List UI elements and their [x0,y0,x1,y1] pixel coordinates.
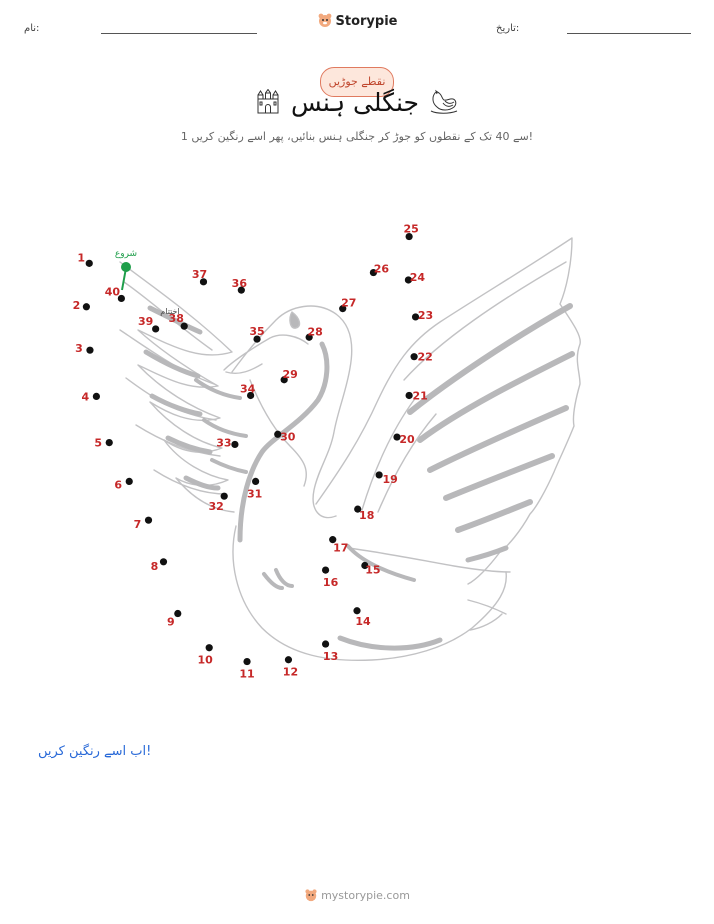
dot-label-26: 26 [373,262,390,276]
dot-label-18: 18 [359,509,375,523]
dot-13[interactable] [322,640,329,647]
dot-14[interactable] [353,607,360,614]
end-label: اختتام [160,307,180,316]
dot-11[interactable] [243,658,250,665]
dot-label-34: 34 [239,382,256,396]
dot-6[interactable] [126,478,133,485]
dot-label-40: 40 [104,285,121,299]
dot-label-33: 33 [216,436,232,450]
dot-label-15: 15 [365,563,381,577]
dot-label-32: 32 [208,500,224,514]
dot-5[interactable] [106,439,113,446]
dot-label-13: 13 [322,650,339,664]
dot-label-16: 16 [322,576,339,590]
dot-label-7: 7 [133,518,142,532]
dot-label-29: 29 [282,367,298,381]
dot-label-21: 21 [412,389,428,403]
name-label: نام: [24,23,40,34]
dot-label-14: 14 [355,614,371,628]
dot-label-30: 30 [280,430,296,444]
dot-label-19: 19 [382,472,398,486]
dot-label-38: 38 [168,312,184,326]
start-label: شروع [114,249,138,259]
dot-label-23: 23 [417,308,434,322]
dot-label-1: 1 [77,251,86,265]
dot-label-27: 27 [341,296,357,310]
dot-label-24: 24 [409,270,426,284]
dot-33[interactable] [231,441,238,448]
dot-label-12: 12 [282,665,299,679]
instructions: 1 سے 40 تک کے نقطوں کو جوڑ کر جنگلی ہنس بنائیں، پھر اسے رنگین کریں! [180,130,534,143]
dot-31[interactable] [252,478,259,485]
footer-logo-icon [304,888,318,902]
dot-16[interactable] [322,567,329,574]
footer-url: mystorypie.com [321,889,410,902]
dot-label-35: 35 [249,325,265,339]
activity-badge: نقطے جوڑیں [320,67,394,97]
dot-label-37: 37 [191,267,208,281]
dot-label-22: 22 [417,350,433,364]
dot-label-28: 28 [307,325,323,339]
color-prompt: اب اسے رنگین کریں! [38,744,152,759]
dot-label-36: 36 [231,277,247,291]
dot-label-2: 2 [72,298,81,312]
dot-2[interactable] [83,303,90,310]
dot-9[interactable] [174,610,181,617]
dot-label-3: 3 [75,342,83,356]
footer [0,888,714,902]
dots-layer [73,223,434,681]
dot-10[interactable] [206,644,213,651]
dot-8[interactable] [160,558,167,565]
dot-label-20: 20 [399,433,415,447]
dot-label-8: 8 [150,559,159,573]
dot-32[interactable] [221,493,228,500]
title-text: جنگلی ہنس [291,88,419,117]
dot-label-25: 25 [403,222,419,236]
date-label: تاریخ: [496,23,520,34]
dot-label-4: 4 [81,390,90,404]
dot-label-17: 17 [333,541,349,555]
dot-7[interactable] [145,517,152,524]
dot-label-6: 6 [114,478,123,492]
brand-name: Storypie [335,14,398,29]
dot-label-9: 9 [166,615,175,629]
dot-label-39: 39 [137,314,154,328]
dot-label-11: 11 [239,667,255,681]
dot-1[interactable] [86,260,93,267]
dot-3[interactable] [86,347,93,354]
dot-4[interactable] [93,393,100,400]
dot-12[interactable] [285,656,292,663]
dot-label-31: 31 [246,487,263,501]
dot-label-5: 5 [94,436,103,450]
dot-label-10: 10 [197,653,213,667]
